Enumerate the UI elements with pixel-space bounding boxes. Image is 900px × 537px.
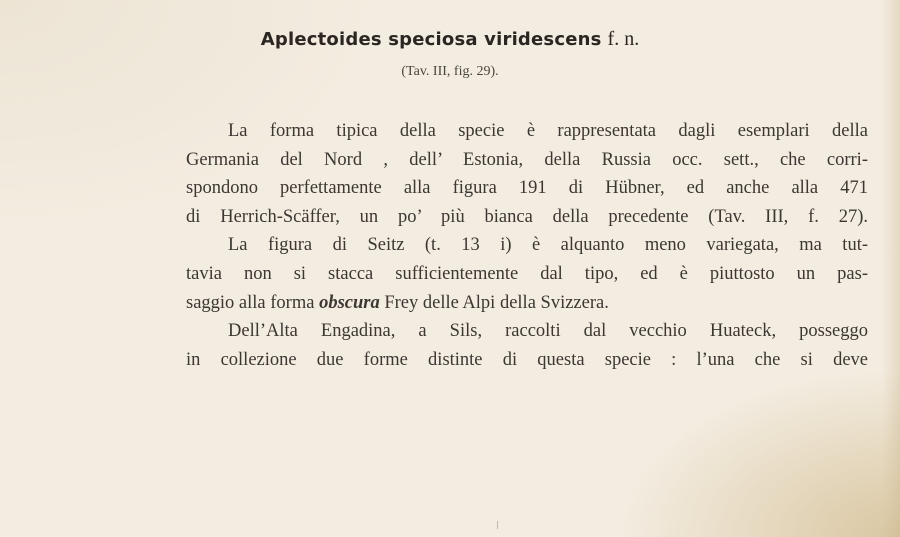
page-title — [0, 28, 900, 51]
text-line: spondono perfettamente alla figura 191 di Hübner, ed anche alla 471 — [186, 178, 868, 199]
text-line: Dell’Alta Engadina, a Sils, raccolti dal vecchio Huateck, posseggo — [228, 321, 868, 342]
taxon-status: f. n. — [607, 28, 640, 50]
text-line: La forma tipica della specie è rappresentata dagli esemplari della — [228, 121, 868, 141]
body-text — [186, 117, 868, 374]
text-fragment: saggio alla forma — [186, 292, 320, 313]
italic-term: obscura — [319, 292, 380, 313]
text-fragment: Frey delle Alpi della Svizzera. — [379, 292, 609, 313]
text-line: di Herrich-Scäffer, un po’ più bianca della precedente (Tav. III, f. 27). — [186, 206, 868, 227]
page-edge-shadow — [882, 0, 900, 537]
plate-reference: (Tav. III, fig. 29). — [401, 64, 499, 79]
text-line: in collezione due forme distinte di questa specie : l’una che si deve — [186, 349, 868, 370]
text-line: Germania del Nord , dell’ Estonia, della Russia occ. sett., che corri- — [186, 149, 868, 170]
page-mark — [497, 521, 498, 529]
text-line: La figura di Seitz (t. 13 i) è alquanto meno variegata, ma tut- — [228, 235, 868, 256]
taxon-name: Aplectoides speciosa viridescens — [260, 29, 602, 50]
text-line: tavia non si stacca sufficientemente dal tipo, ed è piuttosto un pas- — [186, 263, 868, 284]
text-line — [186, 289, 868, 318]
